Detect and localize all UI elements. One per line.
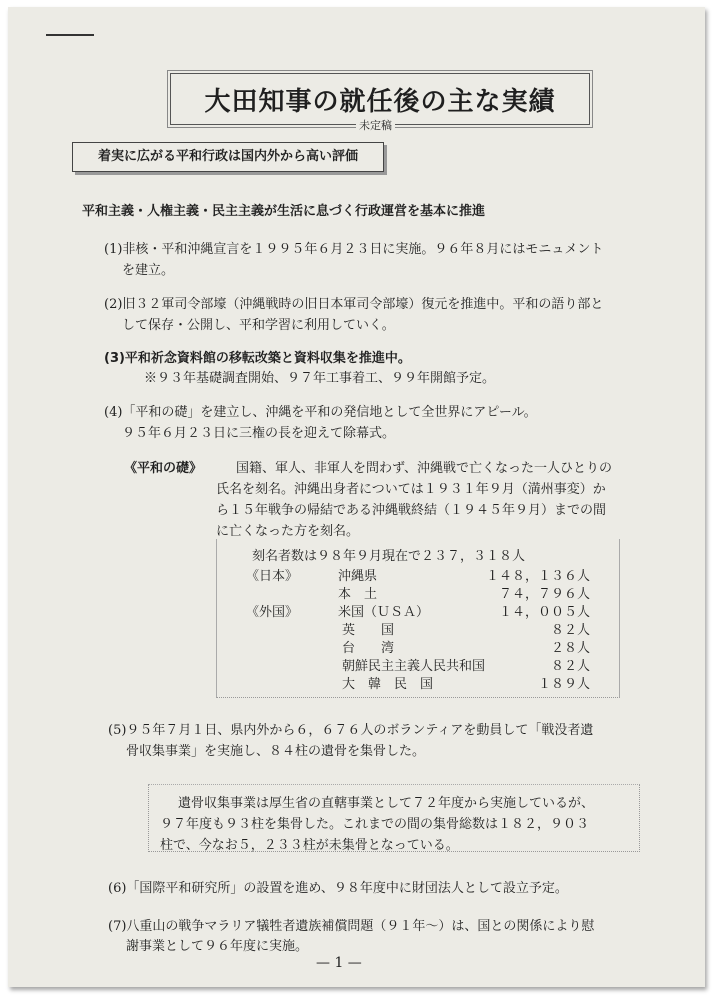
- table-row-place: 米国（ＵＳＡ）: [338, 605, 430, 620]
- table-row-count: １４８，１３６人: [485, 569, 590, 584]
- item3-line1: (3)平和祈念資料館の移転改築と資料収集を推進中。: [104, 351, 411, 366]
- heiwa-line3: ら１５年戦争の帰結である沖縄戦終結（１９４５年９月）までの間: [216, 503, 607, 518]
- document-title: 大田知事の就任後の主な実績: [204, 87, 556, 117]
- note-line1: 遺骨収集事業は厚生省の直轄事業として７２年度から実施しているが、: [178, 796, 595, 811]
- heiwa-line4: に亡くなった方を刻名。: [216, 524, 360, 539]
- table-row-group: 《外国》: [246, 605, 299, 620]
- item1-line2: を建立。: [122, 263, 175, 278]
- table-row-count: ７４，７９６人: [498, 587, 590, 602]
- item2-line1: (2)旧３２軍司令部壕（沖縄戦時の旧日本軍司令部壕）復元を推進中。平和の語り部と: [104, 297, 604, 312]
- heiwa-line1: 国籍、軍人、非軍人を問わず、沖縄戦で亡くなった一人ひとりの: [236, 461, 612, 476]
- item5-line2: 骨収集事業」を実施し、８４柱の遺骨を集骨した。: [126, 744, 426, 759]
- subtitle-box: 着実に広がる平和行政は国内外から高い評価: [72, 142, 384, 172]
- table-row-count: ８２人: [550, 623, 590, 638]
- note-line3: 柱で、今なお５，２３３柱が未集骨となっている。: [160, 838, 459, 853]
- document-page: [8, 7, 705, 987]
- note-line2: ９７年度も９３柱を集骨した。これまでの間の集骨総数は１８２，９０３: [160, 817, 590, 832]
- item4-line1: (4)「平和の礎」を建立し、沖縄を平和の発信地として全世界にアピール。: [104, 405, 537, 420]
- page-number: — 1 —: [316, 955, 362, 971]
- table-row-count: ２８人: [550, 641, 590, 656]
- table-row-place: 本 土: [338, 587, 378, 602]
- item3-line2: ※９３年基礎調査開始、９７年工事着工、９９年開館予定。: [144, 371, 496, 386]
- item4-line2: ９５年６月２３日に三権の長を迎えて除幕式。: [122, 426, 396, 441]
- heiwa-label: 《平和の礎》: [124, 461, 203, 476]
- margin-dash-mark: [46, 34, 94, 36]
- draft-label: 未定稿: [356, 117, 395, 133]
- table-row-place: 台 湾: [342, 641, 395, 656]
- table-row-place: 大 韓 民 国: [342, 677, 434, 692]
- table-row-place: 英 国: [342, 623, 395, 638]
- table-row-place: 朝鮮民主主義人民共和国: [342, 659, 486, 674]
- table-row-group: 《日本》: [246, 569, 299, 584]
- table-row-count: ８２人: [550, 659, 590, 674]
- item6-line: (6)「国際平和研究所」の設置を進め、９８年度中に財団法人として設立予定。: [108, 881, 568, 896]
- table-row-place: 沖縄県: [338, 569, 378, 584]
- heiwa-line2: 氏名を刻名。沖縄出身者については１９３１年９月（満州事変）か: [216, 482, 606, 497]
- table-row-count: １４，００５人: [498, 605, 590, 620]
- item1-line1: (1)非核・平和沖縄宣言を１９９５年６月２３日に実施。９６年８月にはモニュメント: [104, 242, 604, 257]
- item2-line2: して保存・公開し、平和学習に利用していく。: [122, 318, 395, 333]
- section-heading: 平和主義・人権主義・民主主義が生活に息づく行政運営を基本に推進: [82, 204, 486, 219]
- table-header: 刻名者数は９８年９月現在で２３７，３１８人: [252, 549, 526, 564]
- table-row-count: １８９人: [537, 677, 590, 692]
- item7-line1: (7)八重山の戦争マラリア犠牲者遺族補償問題（９１年～）は、国との関係により慰: [108, 919, 595, 934]
- item7-line2: 謝事業として９６年度に実施。: [126, 939, 309, 954]
- item5-line1: (5)９５年７月１日、県内外から６，６７６人のボランティアを動員して「戦没者遺: [108, 723, 594, 738]
